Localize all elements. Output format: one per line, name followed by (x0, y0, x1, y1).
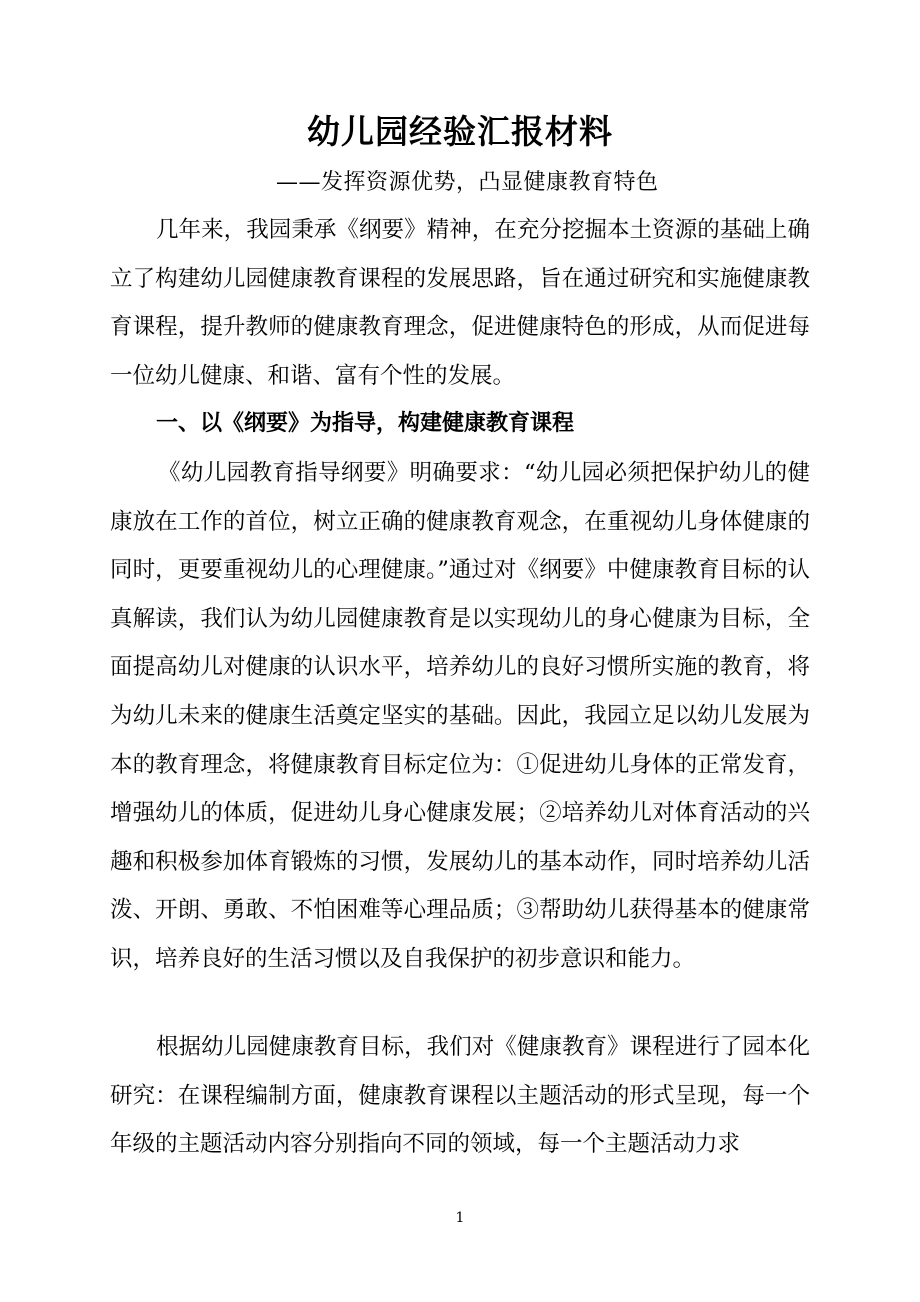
document-subtitle: ——发挥资源优势，凸显健康教育特色 (276, 170, 659, 195)
paragraph-intro: 几年来，我园秉承《纲要》精神，在充分挖掘本土资源的基础上确立了构建幼儿园健康教育课程的发展思路，旨在通过研究和实施健康教育课程，提升教师的健康教育理念，促进健康特色的形成，从而促进每一位幼儿健康、和谐、富有个性的发展。 (110, 217, 810, 389)
section-heading: 一、以《纲要》为指导，构建健康教育课程 (156, 411, 575, 436)
document-title: 幼儿园经验汇报材料 (307, 112, 613, 151)
paragraph-curriculum: 根据幼儿园健康教育目标，我们对《健康教育》课程进行了园本化研究：在课程编制方面，健康教育课程以主题活动的形式呈现，每一个年级的主题活动内容分别指向不同的领域，每一个主题活动力求 (110, 1034, 810, 1158)
paragraph-guideline: 《幼儿园教育指导纲要》明确要求：“幼儿园必须把保护幼儿的健康放在工作的首位，树立正确的健康教育观念，在重视幼儿身体健康的同时，更要重视幼儿的心理健康。”通过对《纲要》中健康教育目标的认真解读，我们认为幼儿园健康教育是以实现幼儿的身心健康为目标，全面提高幼儿对健康的认识水平，培养幼儿的良好习惯所实施的教育，将为幼儿未来的健康生活奠定坚实的基础。因此，我园立足以幼儿发展为本的教育理念，将健康教育目标定位为：①促进幼儿身体的正常发育，增强幼儿的体质，促进幼儿身心健康发展；②培养幼儿对体育活动的兴趣和积极参加体育锻炼的习惯，发展幼儿的基本动作，同时培养幼儿活泼、开朗、勇敢、不怕困难等心理品质；③帮助幼儿获得基本的健康常识，培养良好的生活习惯以及自我保护的初步意识和能力。 (110, 460, 810, 972)
page-number: 1 (455, 1210, 465, 1226)
